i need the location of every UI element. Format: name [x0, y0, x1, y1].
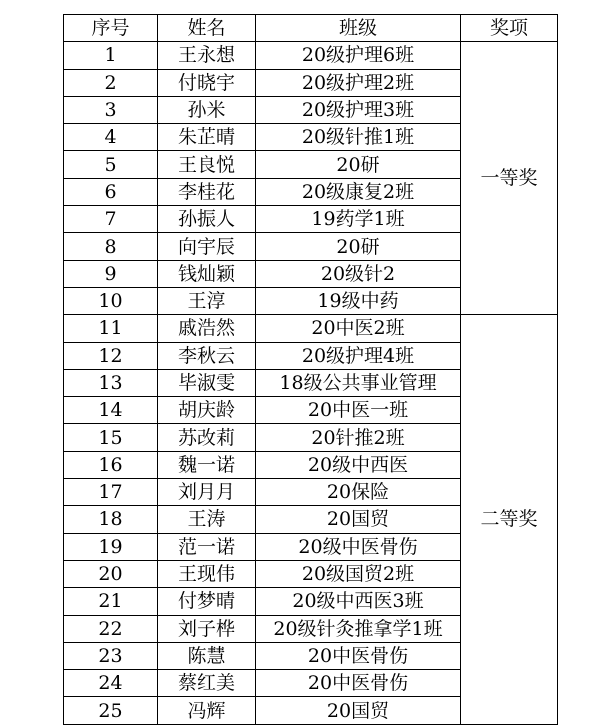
serial-number-cell: 24	[64, 670, 158, 697]
serial-number-cell: 1	[64, 42, 158, 69]
class-cell: 20级康复2班	[256, 178, 461, 205]
student-name-cell: 付梦晴	[158, 588, 256, 615]
serial-number-cell: 9	[64, 260, 158, 287]
header-serial-number: 序号	[64, 15, 158, 42]
student-name-cell: 胡庆龄	[158, 397, 256, 424]
class-cell: 20级针2	[256, 260, 461, 287]
student-name-cell: 陈慧	[158, 642, 256, 669]
student-name-cell: 孙振人	[158, 206, 256, 233]
class-cell: 20级针推1班	[256, 124, 461, 151]
serial-number-cell: 3	[64, 96, 158, 123]
class-cell: 20级护理2班	[256, 69, 461, 96]
table-row	[64, 42, 558, 69]
table-body	[64, 42, 558, 724]
serial-number-cell: 8	[64, 233, 158, 260]
student-name-cell: 范一诺	[158, 533, 256, 560]
class-cell: 20级中西医	[256, 451, 461, 478]
class-cell: 20针推2班	[256, 424, 461, 451]
header-award: 奖项	[461, 15, 558, 42]
serial-number-cell: 4	[64, 124, 158, 151]
class-cell: 20级中西医3班	[256, 588, 461, 615]
student-name-cell: 毕淑雯	[158, 369, 256, 396]
student-name-cell: 王涛	[158, 506, 256, 533]
class-cell: 20中医骨伤	[256, 642, 461, 669]
student-name-cell: 冯辉	[158, 697, 256, 724]
class-cell: 20保险	[256, 479, 461, 506]
serial-number-cell: 23	[64, 642, 158, 669]
table-header-row	[64, 15, 558, 42]
class-cell: 20中医骨伤	[256, 670, 461, 697]
serial-number-cell: 22	[64, 615, 158, 642]
serial-number-cell: 20	[64, 560, 158, 587]
award-level-cell: 二等奖	[461, 315, 558, 724]
header-name: 姓名	[158, 15, 256, 42]
serial-number-cell: 19	[64, 533, 158, 560]
student-name-cell: 钱灿颖	[158, 260, 256, 287]
serial-number-cell: 11	[64, 315, 158, 342]
class-cell: 20研	[256, 151, 461, 178]
serial-number-cell: 18	[64, 506, 158, 533]
student-name-cell: 刘月月	[158, 479, 256, 506]
student-name-cell: 王淳	[158, 287, 256, 314]
class-cell: 20级护理3班	[256, 96, 461, 123]
serial-number-cell: 10	[64, 287, 158, 314]
class-cell: 19药学1班	[256, 206, 461, 233]
serial-number-cell: 13	[64, 369, 158, 396]
student-name-cell: 魏一诺	[158, 451, 256, 478]
serial-number-cell: 16	[64, 451, 158, 478]
student-name-cell: 蔡红美	[158, 670, 256, 697]
student-name-cell: 王良悦	[158, 151, 256, 178]
student-name-cell: 向宇辰	[158, 233, 256, 260]
class-cell: 20中医2班	[256, 315, 461, 342]
serial-number-cell: 25	[64, 697, 158, 724]
student-name-cell: 王现伟	[158, 560, 256, 587]
student-name-cell: 苏改莉	[158, 424, 256, 451]
student-name-cell: 朱芷晴	[158, 124, 256, 151]
class-cell: 20级国贸2班	[256, 560, 461, 587]
serial-number-cell: 2	[64, 69, 158, 96]
student-name-cell: 孙米	[158, 96, 256, 123]
serial-number-cell: 7	[64, 206, 158, 233]
student-name-cell: 付晓宇	[158, 69, 256, 96]
class-cell: 19级中药	[256, 287, 461, 314]
serial-number-cell: 17	[64, 479, 158, 506]
serial-number-cell: 6	[64, 178, 158, 205]
serial-number-cell: 12	[64, 342, 158, 369]
award-level-cell: 一等奖	[461, 42, 558, 315]
class-cell: 20国贸	[256, 506, 461, 533]
class-cell: 20中医一班	[256, 397, 461, 424]
serial-number-cell: 14	[64, 397, 158, 424]
class-cell: 20级护理6班	[256, 42, 461, 69]
student-name-cell: 李桂花	[158, 178, 256, 205]
class-cell: 20级中医骨伤	[256, 533, 461, 560]
table-row	[64, 315, 558, 342]
student-name-cell: 李秋云	[158, 342, 256, 369]
class-cell: 18级公共事业管理	[256, 369, 461, 396]
class-cell: 20级护理4班	[256, 342, 461, 369]
serial-number-cell: 5	[64, 151, 158, 178]
award-list-table	[63, 14, 558, 725]
student-name-cell: 戚浩然	[158, 315, 256, 342]
serial-number-cell: 15	[64, 424, 158, 451]
class-cell: 20国贸	[256, 697, 461, 724]
class-cell: 20级针灸推拿学1班	[256, 615, 461, 642]
header-class: 班级	[256, 15, 461, 42]
student-name-cell: 王永想	[158, 42, 256, 69]
class-cell: 20研	[256, 233, 461, 260]
student-name-cell: 刘子桦	[158, 615, 256, 642]
serial-number-cell: 21	[64, 588, 158, 615]
